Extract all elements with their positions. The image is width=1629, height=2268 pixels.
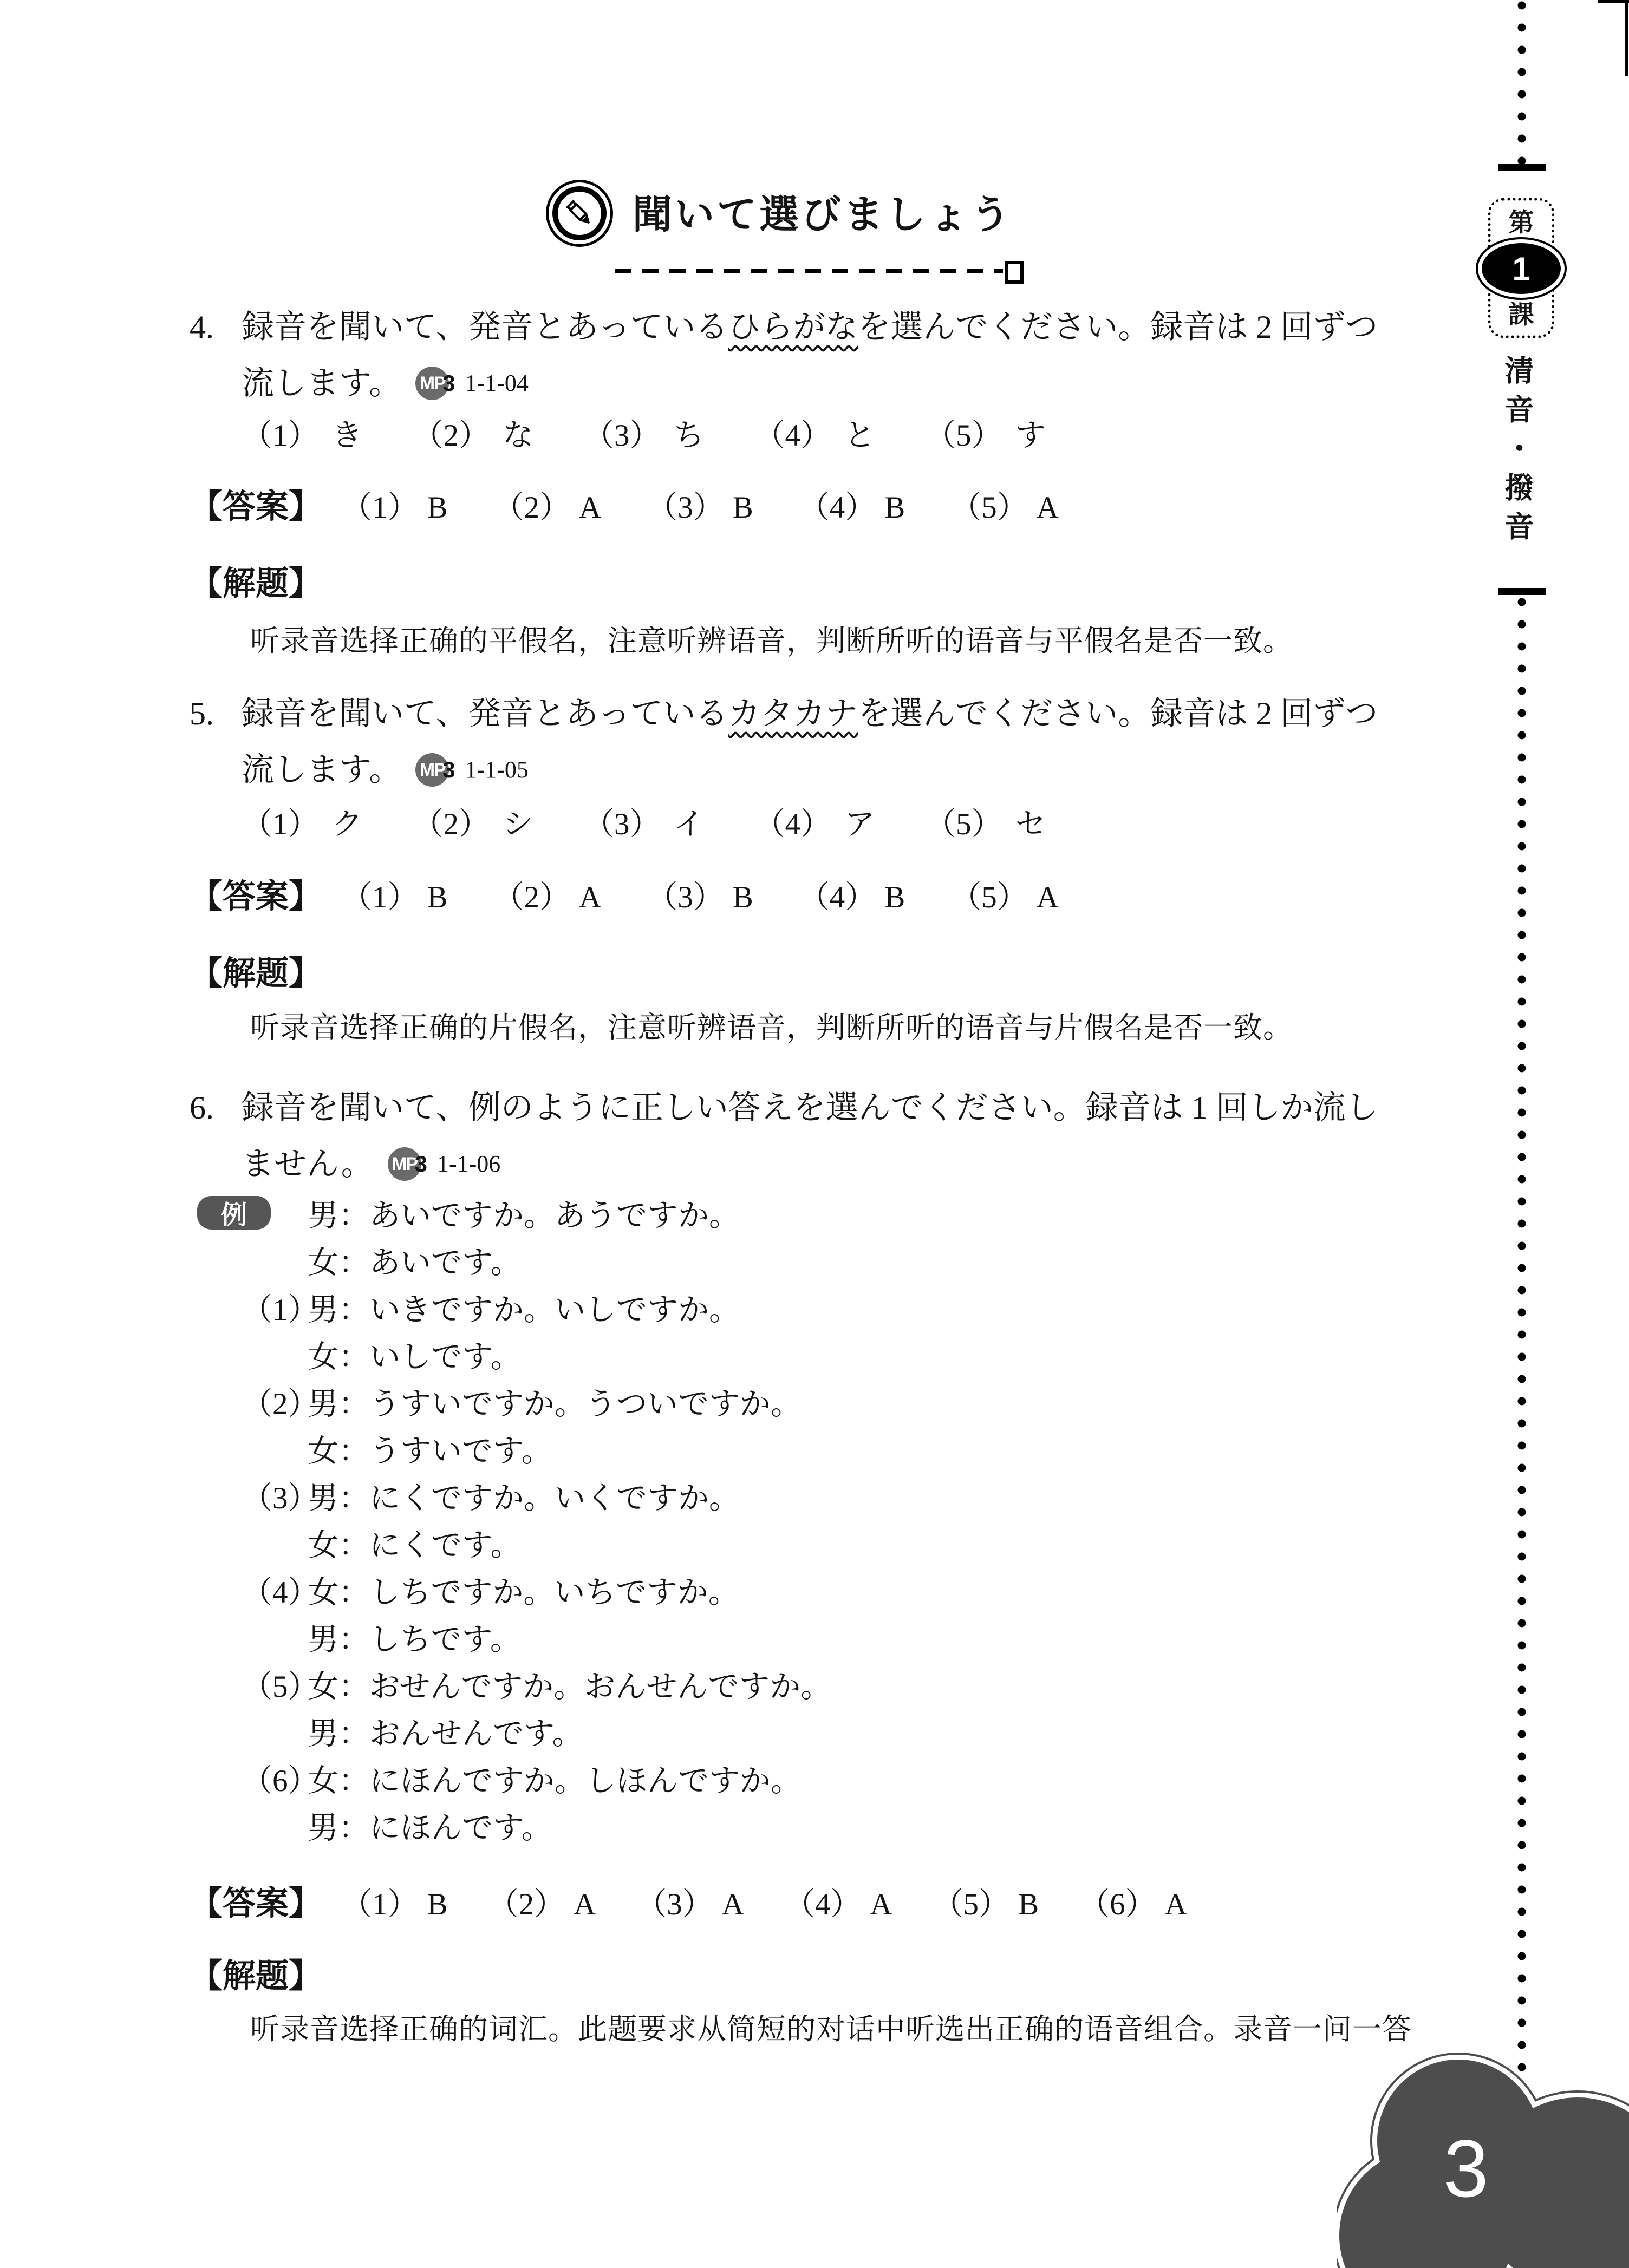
exercise-text-line1: 録音を聞いて、発音とあっているひらがなを選んでください。録音は 2 回ずつ xyxy=(242,309,1378,345)
exercise-5-header xyxy=(190,685,1435,798)
explanation-label: 【解题】 xyxy=(190,1958,322,1995)
exercise-6-dialogues xyxy=(190,1189,1435,1848)
dialogue-question: （4） 女：しちですか。いちですか。 xyxy=(242,1575,739,1610)
wavy-underlined-term: カタカナ xyxy=(728,696,858,731)
explanation-label: 【解题】 xyxy=(190,956,322,992)
exercise-5-answers xyxy=(190,876,1059,919)
answer-label: 【答案】 xyxy=(190,1886,322,1922)
exercise-4-header xyxy=(190,299,1435,411)
answer: （1） B xyxy=(341,880,448,914)
option: （2） シ xyxy=(412,807,533,841)
section-title: 聞いて選びましょう xyxy=(633,193,1013,237)
answer: （2） A xyxy=(493,491,602,525)
answer: （5） A xyxy=(950,880,1059,914)
exercise-5-explanation: 听录音选择正确的片假名，注意听辨语音，判断所听的语音与片假名是否一致。 xyxy=(250,1011,1293,1044)
option: （4） ア xyxy=(754,807,875,841)
exercise-4-answers xyxy=(190,486,1059,529)
exercise-5-options xyxy=(242,806,1046,844)
chapter-topic: 清音・撥音 xyxy=(1501,355,1533,550)
lesson-number: 1 xyxy=(1482,243,1561,294)
answer: （3） A xyxy=(636,1887,744,1921)
exercise-number: 4. xyxy=(190,309,214,345)
pencil-icon-glyph xyxy=(562,195,597,231)
section-header xyxy=(550,183,1065,291)
dialogue-question: （3） 男：にくですか。いくですか。 xyxy=(242,1481,740,1515)
dotted-line-bottom xyxy=(1516,597,1527,2113)
wavy-underlined-term: ひらがな xyxy=(728,309,858,345)
page-number: 3 xyxy=(1443,2123,1489,2214)
dialogue-answer: 男：にほんです。 xyxy=(308,1811,552,1845)
option: （3） イ xyxy=(583,807,705,841)
option: （5） す xyxy=(925,419,1046,453)
dialogue-question: （2） 男：うすいですか。うついですか。 xyxy=(242,1387,802,1421)
exercise-6-explanation: 听录音选择正确的词汇。此题要求从简短的对话中听选出正确的语音组合。录音一问一答 xyxy=(250,2013,1412,2045)
answer: （1） B xyxy=(341,491,448,525)
exercise-number: 6. xyxy=(190,1090,214,1126)
answer: （6） A xyxy=(1079,1887,1187,1921)
dialogue-question: （5） 女：おせんですか。おんせんですか。 xyxy=(242,1669,832,1704)
answer: （3） B xyxy=(647,880,753,914)
example-badge: 例 xyxy=(197,1196,271,1230)
sidebar-bar-bottom xyxy=(1498,588,1546,595)
exercise-text-line2: 流します。 xyxy=(242,365,402,401)
dialogue-answer: 女：にくです。 xyxy=(308,1528,522,1563)
dialogue-answer: 女：うすいです。 xyxy=(308,1434,552,1468)
mp3-track-number: 1-1-05 xyxy=(465,756,529,783)
option: （4） と xyxy=(754,419,875,453)
option: （1） き xyxy=(242,419,363,453)
dashed-rule xyxy=(615,269,1003,273)
answer: （5） A xyxy=(950,491,1059,525)
exercise-4-options xyxy=(242,417,1046,455)
answer: （5） B xyxy=(932,1887,1039,1921)
dotted-line-top xyxy=(1516,0,1527,166)
lesson-suffix: 課 xyxy=(1508,300,1534,329)
mp3-icon: MP 3 xyxy=(415,355,455,411)
dialogue-question: （6） 女：にほんですか。しほんですか。 xyxy=(242,1763,802,1798)
exercise-6-answers xyxy=(190,1883,1187,1926)
mp3-icon: MP 3 xyxy=(388,1136,427,1192)
page-number-cloud xyxy=(1337,2051,1629,2268)
answer: （1） B xyxy=(341,1887,448,1921)
exercise-number: 5. xyxy=(190,696,214,731)
option: （5） セ xyxy=(925,807,1046,841)
dialogue-example-answer: 女：あいです。 xyxy=(308,1245,522,1280)
dashed-rule-end-square xyxy=(1005,261,1024,284)
answer: （4） B xyxy=(798,491,905,525)
lesson-prefix: 第 xyxy=(1508,208,1534,237)
sidebar-bar-top xyxy=(1498,164,1546,171)
dialogue-example-question: 例 男：あいですか。あうですか。 xyxy=(190,1189,1435,1236)
pencil-icon xyxy=(552,186,607,240)
option: （2） な xyxy=(412,419,533,453)
exercise-text-line2: ません。 xyxy=(242,1146,374,1182)
dialogue-question: （1） 男：いきですか。いしですか。 xyxy=(242,1292,740,1327)
page-corner-mark-vertical xyxy=(1625,0,1628,76)
dialogue-answer: 女：いしです。 xyxy=(308,1339,522,1374)
mp3-track-number: 1-1-06 xyxy=(436,1151,501,1177)
dialogue-answer: 男：しちです。 xyxy=(308,1622,521,1657)
answer: （3） B xyxy=(647,491,753,525)
answer: （2） A xyxy=(493,880,602,914)
option: （1） ク xyxy=(242,807,363,841)
exercise-4-explanation: 听录音选择正确的平假名，注意听辨语音，判断所听的语音与平假名是否一致。 xyxy=(250,625,1293,657)
dialogue-answer: 男：おんせんです。 xyxy=(308,1716,583,1751)
mp3-track-number: 1-1-04 xyxy=(465,370,529,396)
lesson-badge xyxy=(1488,198,1554,338)
exercise-6-header xyxy=(190,1080,1435,1192)
answer-label: 【答案】 xyxy=(190,489,322,525)
explanation-label: 【解题】 xyxy=(190,566,322,602)
answer: （4） B xyxy=(798,880,905,914)
answer: （2） A xyxy=(487,1887,596,1921)
mp3-icon: MP 3 xyxy=(415,742,455,798)
exercise-text-line1: 録音を聞いて、例のように正しい答えを選んでください。録音は 1 回しか流し xyxy=(242,1090,1378,1126)
exercise-text-line2: 流します。 xyxy=(242,752,402,788)
answer-label: 【答案】 xyxy=(190,879,322,915)
answer: （4） A xyxy=(784,1887,892,1921)
exercise-text-line1: 録音を聞いて、発音とあっているカタカナを選んでください。録音は 2 回ずつ xyxy=(242,696,1378,731)
option: （3） ち xyxy=(583,419,705,453)
